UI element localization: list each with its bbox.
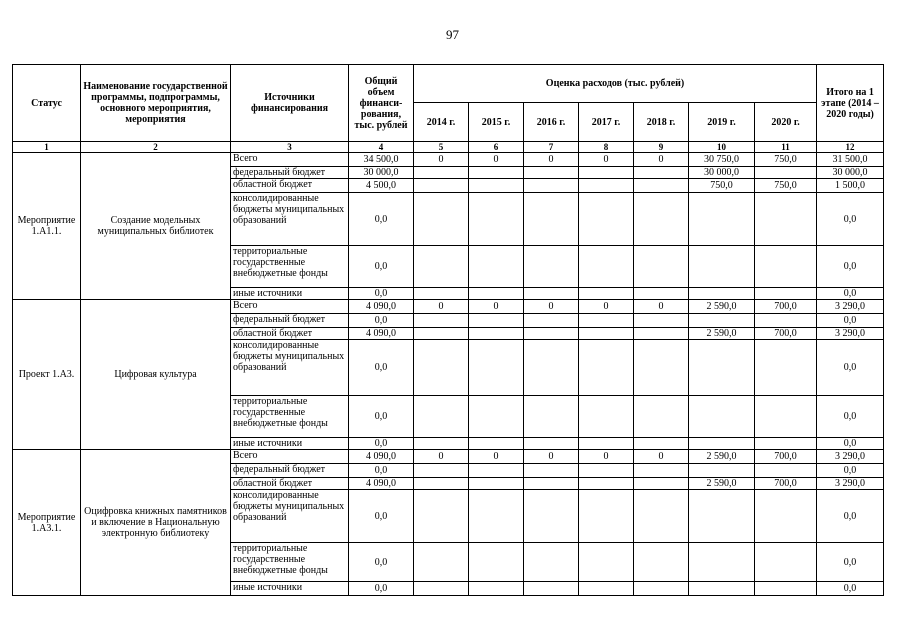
value-cell-y2020: 700,0 xyxy=(755,328,817,340)
value-cell-y2019: 2 590,0 xyxy=(689,478,755,490)
value-cell-y2014: 0 xyxy=(414,300,469,314)
value-cell-y2016 xyxy=(524,490,579,543)
value-cell-total: 4 090,0 xyxy=(349,450,414,464)
value-cell-total: 4 090,0 xyxy=(349,328,414,340)
value-cell-y2016 xyxy=(524,340,579,396)
value-cell-y2015: 0 xyxy=(469,300,524,314)
value-cell-y2019 xyxy=(689,543,755,582)
value-cell-y2018 xyxy=(634,396,689,438)
value-cell-y2020: 700,0 xyxy=(755,300,817,314)
table-row xyxy=(13,153,884,167)
column-index: 11 xyxy=(755,142,817,153)
value-cell-y2017 xyxy=(579,464,634,478)
value-cell-y2014 xyxy=(414,478,469,490)
value-cell-y2014 xyxy=(414,582,469,596)
value-cell-y2019 xyxy=(689,396,755,438)
value-cell-y2020: 750,0 xyxy=(755,153,817,167)
value-cell-y2016 xyxy=(524,464,579,478)
value-cell-y2016 xyxy=(524,438,579,450)
value-cell-y2014 xyxy=(414,246,469,288)
value-cell-y2020 xyxy=(755,582,817,596)
status-cell: Мероприятие 1.А1.1. xyxy=(13,153,81,300)
value-cell-stage-total: 0,0 xyxy=(817,396,884,438)
value-cell-y2014 xyxy=(414,490,469,543)
value-cell-y2018 xyxy=(634,340,689,396)
value-cell-y2017 xyxy=(579,340,634,396)
value-cell-y2018 xyxy=(634,288,689,300)
header-year: 2015 г. xyxy=(469,103,524,142)
funding-source-cell: иные источники xyxy=(231,288,349,300)
value-cell-y2020 xyxy=(755,246,817,288)
column-index: 8 xyxy=(579,142,634,153)
value-cell-y2017 xyxy=(579,543,634,582)
funding-source-cell: территориальные государственные внебюджетные фонды xyxy=(231,246,349,288)
value-cell-y2016 xyxy=(524,179,579,193)
value-cell-y2016: 0 xyxy=(524,300,579,314)
value-cell-y2014 xyxy=(414,438,469,450)
value-cell-y2016 xyxy=(524,396,579,438)
value-cell-total: 0,0 xyxy=(349,396,414,438)
value-cell-y2014 xyxy=(414,193,469,246)
header-year: 2017 г. xyxy=(579,103,634,142)
value-cell-y2020 xyxy=(755,193,817,246)
column-index: 10 xyxy=(689,142,755,153)
value-cell-y2019 xyxy=(689,314,755,328)
value-cell-y2019: 2 590,0 xyxy=(689,450,755,464)
value-cell-y2020: 700,0 xyxy=(755,478,817,490)
value-cell-y2014 xyxy=(414,396,469,438)
value-cell-total: 0,0 xyxy=(349,340,414,396)
value-cell-y2015 xyxy=(469,314,524,328)
value-cell-y2019 xyxy=(689,193,755,246)
value-cell-y2020: 750,0 xyxy=(755,179,817,193)
funding-source-cell: Всего xyxy=(231,300,349,314)
value-cell-y2019: 2 590,0 xyxy=(689,328,755,340)
funding-source-cell: федеральный бюджет xyxy=(231,167,349,179)
value-cell-y2016 xyxy=(524,246,579,288)
value-cell-y2017 xyxy=(579,438,634,450)
value-cell-y2017 xyxy=(579,246,634,288)
value-cell-total: 0,0 xyxy=(349,543,414,582)
value-cell-y2014: 0 xyxy=(414,153,469,167)
value-cell-y2020 xyxy=(755,167,817,179)
value-cell-stage-total: 3 290,0 xyxy=(817,478,884,490)
value-cell-total: 0,0 xyxy=(349,490,414,543)
value-cell-y2016 xyxy=(524,193,579,246)
header-stage-total: Итого на 1 этапе (2014 – 2020 годы) xyxy=(817,65,884,142)
column-index: 2 xyxy=(81,142,231,153)
value-cell-y2020 xyxy=(755,288,817,300)
value-cell-y2017 xyxy=(579,179,634,193)
value-cell-y2014 xyxy=(414,464,469,478)
funding-source-cell: иные источники xyxy=(231,438,349,450)
value-cell-y2019 xyxy=(689,582,755,596)
header-status: Статус xyxy=(13,65,81,142)
value-cell-y2016 xyxy=(524,288,579,300)
value-cell-stage-total: 0,0 xyxy=(817,288,884,300)
value-cell-y2016 xyxy=(524,167,579,179)
value-cell-y2018 xyxy=(634,490,689,543)
value-cell-y2018 xyxy=(634,478,689,490)
funding-source-cell: федеральный бюджет xyxy=(231,314,349,328)
value-cell-stage-total: 0,0 xyxy=(817,314,884,328)
funding-source-cell: консолидированные бюджеты муниципальных образований xyxy=(231,193,349,246)
value-cell-total: 30 000,0 xyxy=(349,167,414,179)
funding-source-cell: территориальные государственные внебюджетные фонды xyxy=(231,396,349,438)
measure-name-cell: Цифровая культура xyxy=(81,300,231,450)
value-cell-y2016 xyxy=(524,543,579,582)
table-row xyxy=(13,450,884,464)
header-estimate: Оценка расходов (тыс. рублей) xyxy=(414,65,817,103)
value-cell-stage-total: 0,0 xyxy=(817,246,884,288)
value-cell-stage-total: 0,0 xyxy=(817,490,884,543)
funding-source-cell: консолидированные бюджеты муниципальных образований xyxy=(231,490,349,543)
value-cell-y2017 xyxy=(579,167,634,179)
value-cell-y2018: 0 xyxy=(634,153,689,167)
funding-source-cell: областной бюджет xyxy=(231,328,349,340)
value-cell-y2019 xyxy=(689,246,755,288)
column-index: 4 xyxy=(349,142,414,153)
value-cell-y2014 xyxy=(414,179,469,193)
value-cell-stage-total: 3 290,0 xyxy=(817,450,884,464)
funding-source-cell: территориальные государственные внебюджетные фонды xyxy=(231,543,349,582)
value-cell-total: 34 500,0 xyxy=(349,153,414,167)
value-cell-y2018 xyxy=(634,193,689,246)
value-cell-stage-total: 0,0 xyxy=(817,464,884,478)
column-index: 9 xyxy=(634,142,689,153)
value-cell-y2018 xyxy=(634,328,689,340)
value-cell-y2018 xyxy=(634,314,689,328)
value-cell-stage-total: 3 290,0 xyxy=(817,328,884,340)
header-year: 2019 г. xyxy=(689,103,755,142)
value-cell-y2018 xyxy=(634,464,689,478)
value-cell-y2018 xyxy=(634,543,689,582)
value-cell-stage-total: 0,0 xyxy=(817,340,884,396)
value-cell-y2020: 700,0 xyxy=(755,450,817,464)
value-cell-y2014 xyxy=(414,314,469,328)
value-cell-y2017 xyxy=(579,478,634,490)
column-index: 6 xyxy=(469,142,524,153)
value-cell-y2014 xyxy=(414,340,469,396)
header-year: 2016 г. xyxy=(524,103,579,142)
value-cell-y2018 xyxy=(634,167,689,179)
value-cell-y2015: 0 xyxy=(469,450,524,464)
value-cell-y2019 xyxy=(689,464,755,478)
value-cell-y2017 xyxy=(579,396,634,438)
value-cell-y2018 xyxy=(634,582,689,596)
status-cell: Мероприятие 1.А3.1. xyxy=(13,450,81,596)
value-cell-y2020 xyxy=(755,314,817,328)
value-cell-stage-total: 30 000,0 xyxy=(817,167,884,179)
value-cell-y2017: 0 xyxy=(579,450,634,464)
header-year: 2014 г. xyxy=(414,103,469,142)
column-index: 3 xyxy=(231,142,349,153)
value-cell-y2016: 0 xyxy=(524,153,579,167)
value-cell-y2017 xyxy=(579,490,634,543)
value-cell-y2015 xyxy=(469,438,524,450)
measure-name-cell: Оцифровка книжных памятников и включение в Национальную электронную библиотеку xyxy=(81,450,231,596)
value-cell-y2018 xyxy=(634,438,689,450)
funding-source-cell: Всего xyxy=(231,450,349,464)
value-cell-y2015 xyxy=(469,464,524,478)
value-cell-y2014 xyxy=(414,288,469,300)
value-cell-y2015 xyxy=(469,328,524,340)
value-cell-y2019 xyxy=(689,490,755,543)
value-cell-y2016 xyxy=(524,314,579,328)
value-cell-y2018: 0 xyxy=(634,300,689,314)
value-cell-y2019: 30 750,0 xyxy=(689,153,755,167)
table-row xyxy=(13,300,884,314)
value-cell-stage-total: 31 500,0 xyxy=(817,153,884,167)
value-cell-y2016: 0 xyxy=(524,450,579,464)
value-cell-y2015 xyxy=(469,340,524,396)
column-index: 1 xyxy=(13,142,81,153)
funding-source-cell: иные источники xyxy=(231,582,349,596)
value-cell-y2020 xyxy=(755,340,817,396)
value-cell-y2014 xyxy=(414,543,469,582)
value-cell-y2015 xyxy=(469,582,524,596)
value-cell-y2019 xyxy=(689,288,755,300)
value-cell-y2017 xyxy=(579,193,634,246)
funding-source-cell: консолидированные бюджеты муниципальных образований xyxy=(231,340,349,396)
value-cell-stage-total: 3 290,0 xyxy=(817,300,884,314)
value-cell-y2020 xyxy=(755,464,817,478)
value-cell-y2014 xyxy=(414,328,469,340)
value-cell-y2015: 0 xyxy=(469,153,524,167)
value-cell-y2017: 0 xyxy=(579,153,634,167)
value-cell-y2016 xyxy=(524,478,579,490)
value-cell-y2015 xyxy=(469,490,524,543)
funding-source-cell: областной бюджет xyxy=(231,478,349,490)
column-index: 7 xyxy=(524,142,579,153)
value-cell-y2017 xyxy=(579,288,634,300)
value-cell-y2014 xyxy=(414,167,469,179)
value-cell-total: 0,0 xyxy=(349,193,414,246)
value-cell-y2015 xyxy=(469,478,524,490)
value-cell-y2017 xyxy=(579,328,634,340)
value-cell-y2018: 0 xyxy=(634,450,689,464)
value-cell-y2017 xyxy=(579,582,634,596)
value-cell-total: 0,0 xyxy=(349,288,414,300)
value-cell-stage-total: 0,0 xyxy=(817,582,884,596)
value-cell-y2015 xyxy=(469,543,524,582)
value-cell-y2019 xyxy=(689,438,755,450)
value-cell-stage-total: 1 500,0 xyxy=(817,179,884,193)
funding-source-cell: Всего xyxy=(231,153,349,167)
value-cell-total: 4 500,0 xyxy=(349,179,414,193)
header-name: Наименование государственной программы, подпрограммы, основного мероприятия, мероприятия xyxy=(81,65,231,142)
value-cell-y2019: 2 590,0 xyxy=(689,300,755,314)
funding-source-cell: областной бюджет xyxy=(231,179,349,193)
value-cell-total: 0,0 xyxy=(349,438,414,450)
value-cell-stage-total: 0,0 xyxy=(817,193,884,246)
budget-table xyxy=(12,64,884,596)
table-body xyxy=(13,153,884,596)
funding-source-cell: федеральный бюджет xyxy=(231,464,349,478)
value-cell-total: 4 090,0 xyxy=(349,300,414,314)
column-index: 12 xyxy=(817,142,884,153)
header-year: 2018 г. xyxy=(634,103,689,142)
value-cell-y2019 xyxy=(689,340,755,396)
value-cell-stage-total: 0,0 xyxy=(817,438,884,450)
value-cell-y2018 xyxy=(634,246,689,288)
value-cell-y2020 xyxy=(755,396,817,438)
value-cell-y2019: 750,0 xyxy=(689,179,755,193)
value-cell-y2020 xyxy=(755,490,817,543)
measure-name-cell: Создание модельных муниципальных библиотек xyxy=(81,153,231,300)
value-cell-y2015 xyxy=(469,179,524,193)
value-cell-y2019: 30 000,0 xyxy=(689,167,755,179)
value-cell-y2017: 0 xyxy=(579,300,634,314)
column-index: 5 xyxy=(414,142,469,153)
value-cell-y2018 xyxy=(634,179,689,193)
value-cell-y2020 xyxy=(755,438,817,450)
header-year: 2020 г. xyxy=(755,103,817,142)
value-cell-total: 0,0 xyxy=(349,582,414,596)
value-cell-y2014: 0 xyxy=(414,450,469,464)
value-cell-y2017 xyxy=(579,314,634,328)
value-cell-y2015 xyxy=(469,167,524,179)
value-cell-y2016 xyxy=(524,582,579,596)
value-cell-y2015 xyxy=(469,193,524,246)
value-cell-total: 0,0 xyxy=(349,314,414,328)
value-cell-y2020 xyxy=(755,543,817,582)
value-cell-y2015 xyxy=(469,396,524,438)
value-cell-y2015 xyxy=(469,288,524,300)
value-cell-y2016 xyxy=(524,328,579,340)
header-sources: Источники финансирования xyxy=(231,65,349,142)
value-cell-total: 4 090,0 xyxy=(349,478,414,490)
status-cell: Проект 1.А3. xyxy=(13,300,81,450)
value-cell-stage-total: 0,0 xyxy=(817,543,884,582)
value-cell-y2015 xyxy=(469,246,524,288)
value-cell-total: 0,0 xyxy=(349,246,414,288)
header-total: Общий объем финанси-рования, тыс. рублей xyxy=(349,65,414,142)
value-cell-total: 0,0 xyxy=(349,464,414,478)
page-number: 97 xyxy=(446,27,459,42)
